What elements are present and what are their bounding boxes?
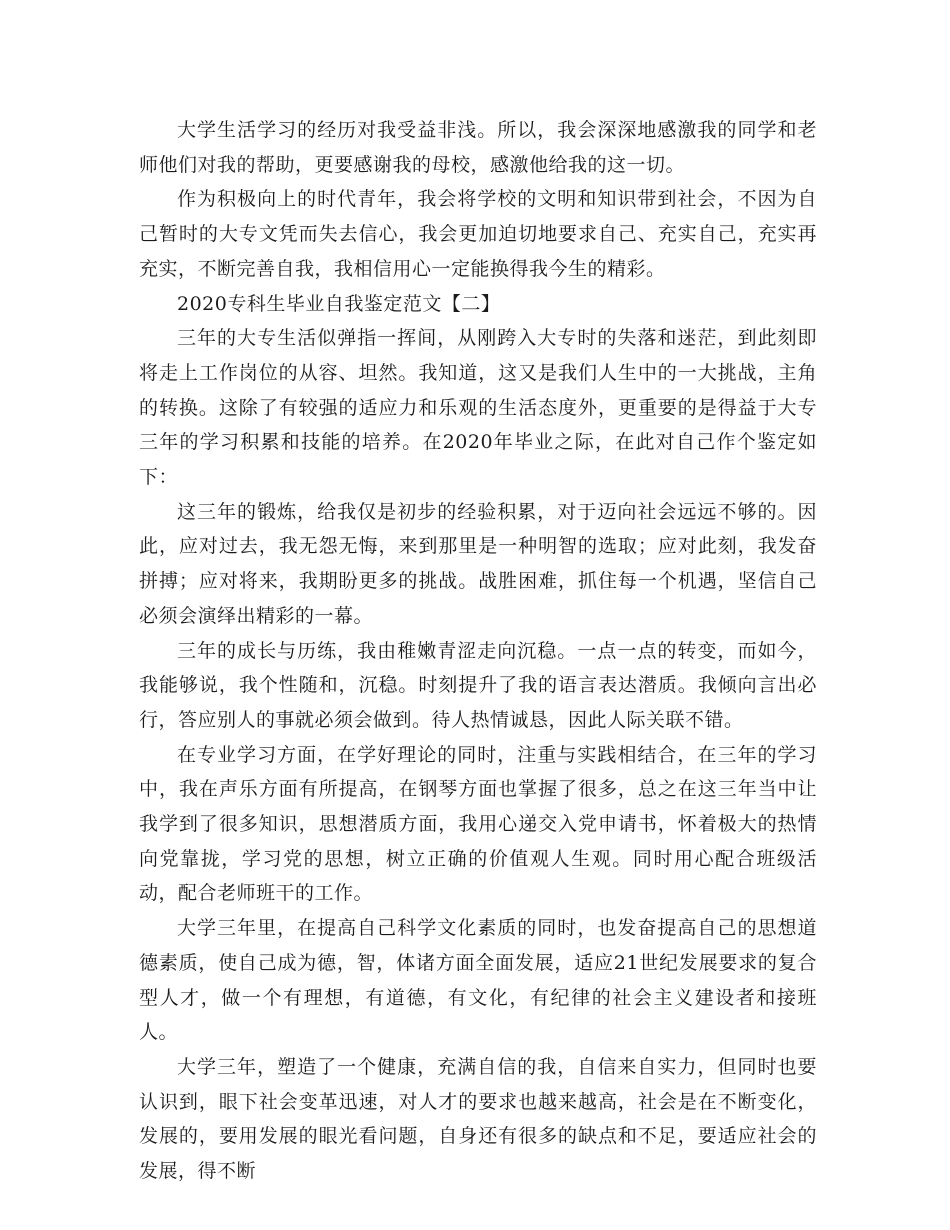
paragraph-training: 这三年的锻炼，给我仅是初步的经验积累，对于迈向社会远远不够的。因此，应对过去，我无怨无悔，来到那里是一种明智的选取；应对此刻，我发奋拼搏；应对将来，我期盼更多的挑战。战胜困难，抓住每一个机遇，坚信自己必须会演绎出精彩的一幕。 [139, 500, 817, 627]
document-body [139, 113, 817, 1189]
paragraph-gratitude: 大学生活学习的经历对我受益非浅。所以，我会深深地感激我的同学和老师他们对我的帮助，更要感谢我的母校，感激他给我的这一切。 [139, 119, 817, 176]
section-heading: 2020专科生毕业自我鉴定范文【二】 [177, 292, 501, 315]
paragraph-confidence: 作为积极向上的时代青年，我会将学校的文明和知识带到社会，不因为自己暂时的大专文凭而失去信心，我会更加迫切地要求自己、充实自己，充实再充实，不断完善自我，我相信用心一定能换得我今生的精彩。 [139, 188, 817, 280]
paragraph-self: 大学三年，塑造了一个健康，充满自信的我，自信来自实力，但同时也要认识到，眼下社会变革迅速，对人才的要求也越来越高，社会是在不断变化，发展的，要用发展的眼光看问题，自身还有很多的缺点和不足，要适应社会的发展，得不断 [139, 1055, 817, 1183]
paragraph-intro: 三年的大专生活似弹指一挥间，从刚跨入大专时的失落和迷茫，到此刻即将走上工作岗位的从容、坦然。我知道，这又是我们人生中的一大挑战，主角的转换。这除了有较强的适应力和乐观的生活态度外，更重要的是得益于大专三年的学习积累和技能的培养。在2020年毕业之际，在此对自己作个鉴定如下： [139, 327, 817, 489]
paragraph-moral: 大学三年里，在提高自己科学文化素质的同时，也发奋提高自己的思想道德素质，使自己成为德，智，体诸方面全面发展，适应21世纪发展要求的复合型人才，做一个有理想，有道德，有文化，有纪律的社会主义建设者和接班人。 [139, 917, 817, 1044]
paragraph-study: 在专业学习方面，在学好理论的同时，注重与实践相结合，在三年的学习中，我在声乐方面有所提高，在钢琴方面也掌握了很多，总之在这三年当中让我学到了很多知识，思想潜质方面，我用心递交入党申请书，怀着极大的热情向党靠拢，学习党的思想，树立正确的价值观人生观。同时用心配合班级活动，配合老师班干的工作。 [139, 743, 817, 905]
paragraph-growth: 三年的成长与历练，我由稚嫩青涩走向沉稳。一点一点的转变，而如今，我能够说，我个性随和，沉稳。时刻提升了我的语言表达潜质。我倾向言出必行，答应别人的事就必须会做到。待人热情诚恳，因此人际关联不错。 [139, 639, 817, 731]
